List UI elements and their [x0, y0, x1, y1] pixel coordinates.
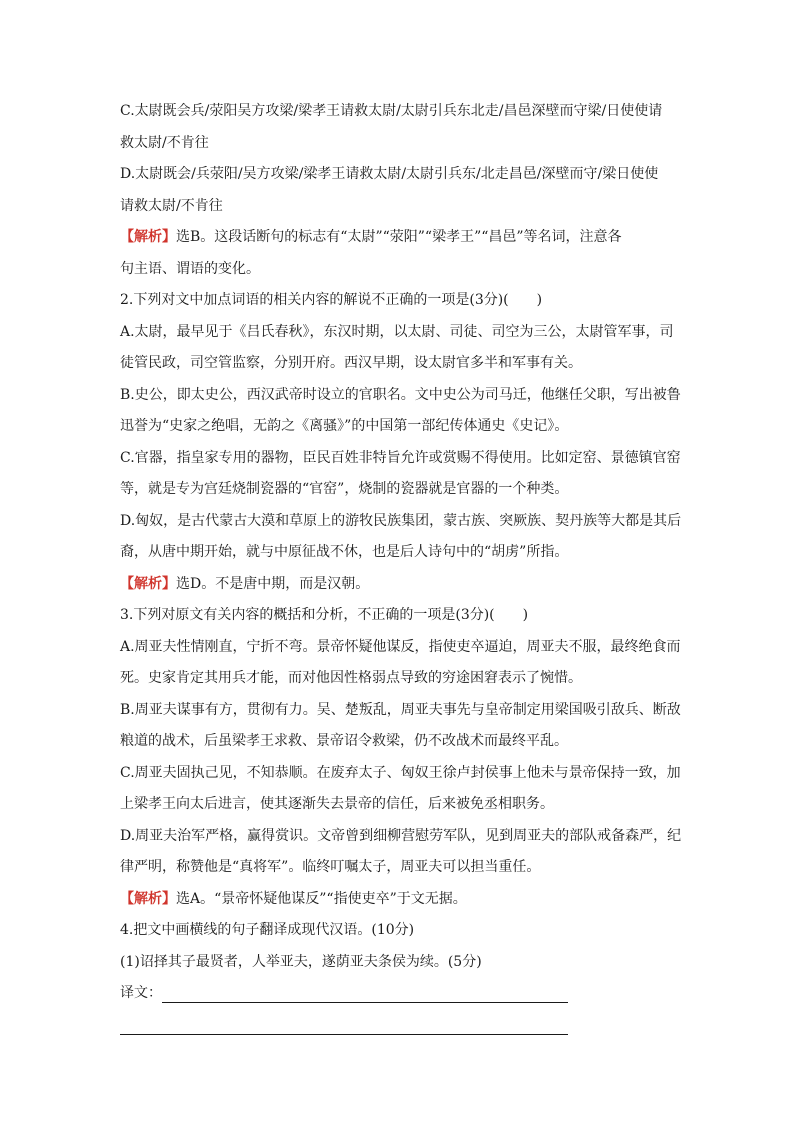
analysis-1 [120, 222, 680, 254]
analysis-1-continued: 句主语、谓语的变化。 [120, 260, 260, 277]
question-2-option-b-line-2: 迅誉为“史家之绝唱，无韵之《离骚》”的中国第一部纪传体通史《史记》。 [120, 418, 569, 434]
question-2-option-d-line-1: D.匈奴，是古代蒙古大漠和草原上的游牧民族集团，蒙古族、突厥族、契丹族等大都是其后 [120, 512, 682, 529]
analysis-text: 选A。“景帝怀疑他谋反”“指使吏卒”于文无据。 [176, 890, 467, 907]
analysis-2 [120, 569, 680, 601]
analysis-text: 选B。这段话断句的标志有“太尉”“荥阳”“梁孝王”“昌邑”等名词，注意各 [176, 229, 622, 245]
question-3-option-b-line-2: 粮道的战术，后虽梁孝王求救、景帝诏令救梁，仍不改战术而最终平乱。 [120, 733, 568, 749]
question-2-option-b-line-1: B.史公，即太史公，西汉武帝时设立的官职名。文中史公为司马迁，他继任父职，写出被鲁 [120, 386, 681, 403]
analysis-tag: 【解析】 [120, 575, 176, 592]
question-3-option-d-line-1: D.周亚夫治军严格，赢得赏识。文帝曾到细柳营慰劳军队，见到周亚夫的部队戒备森严，纪 [120, 827, 682, 844]
option-d-line-1: D.太尉既会/兵荥阳/吴方攻梁/梁孝王请救太尉/太尉引兵东/北走昌邑/深壁而守/梁日使使 [120, 166, 659, 182]
answer-underline [120, 1034, 568, 1035]
option-d-line-2: 请救太尉/不肯往 [120, 197, 223, 214]
option-c-line-1: C.太尉既会兵/荥阳吴方攻梁/梁孝王请救太尉/太尉引兵东北走/昌邑深壁而守梁/日使使请 [120, 103, 663, 119]
question-3-option-a-line-1: A.周亚夫性情刚直，宁折不弯。景帝怀疑他谋反，指使吏卒逼迫，周亚夫不服，最终绝食而 [120, 638, 681, 655]
analysis-text: 选D。不是唐中期，而是汉朝。 [176, 575, 370, 592]
analysis-tag: 【解析】 [120, 890, 176, 907]
analysis-tag: 【解析】 [120, 229, 176, 245]
document-body [120, 96, 680, 1041]
question-3-option-d-line-2: 律严明，称赞他是“真将军”。临终叮嘱太子，周亚夫可以担当重任。 [120, 859, 541, 875]
answer-underline [162, 1002, 568, 1003]
question-2-option-c-line-1: C.官器，指皇家专用的器物，臣民百姓非特旨允许或赏赐不得使用。比如定窑、景德镇官窑 [120, 449, 681, 466]
question-2-option-a-line-2: 徒管民政，司空管监察，分别开府。西汉早期，设太尉官多半和军事有关。 [120, 355, 582, 371]
question-3-option-c-line-1: C.周亚夫固执己见，不知恭顺。在废弃太子、匈奴王徐卢封侯事上他未与景帝保持一致，加 [120, 764, 681, 781]
question-2-option-d-line-2: 裔，从唐中期开始，就与中原征战不休，也是后人诗句中的“胡虏”所指。 [120, 544, 569, 560]
question-2-option-c-line-2: 等，就是专为宫廷烧制瓷器的“官窑”，烧制的瓷器就是官器的一个种类。 [120, 481, 569, 497]
question-2-option-a-line-1: A.太尉，最早见于《吕氏春秋》，东汉时期，以太尉、司徒、司空为三公，太尉管军事，司 [120, 323, 674, 340]
question-2-stem: 2.下列对文中加点词语的相关内容的解说不正确的一项是(3分)( ) [120, 292, 543, 308]
question-4-sentence-1: (1)诏择其子最贤者，人举亚夫，遂荫亚夫条侯为续。(5分) [120, 953, 482, 970]
option-c-line-2: 救太尉/不肯往 [120, 134, 209, 151]
question-3-option-b-line-1: B.周亚夫谋事有方，贯彻有力。吴、楚叛乱，周亚夫事先与皇帝制定用梁国吸引敌兵、断敌 [120, 701, 681, 718]
translation-answer-row-1 [120, 978, 680, 1010]
translation-label: 译文： [120, 985, 162, 1001]
question-4-stem: 4.把文中画横线的句子翻译成现代汉语。(10分) [120, 922, 415, 938]
question-3-stem: 3.下列对原文有关内容的概括和分析，不正确的一项是(3分)( ) [120, 607, 529, 623]
question-3-option-a-line-2: 死。史家肯定其用兵才能，而对他因性格弱点导致的穷途困窘表示了惋惜。 [120, 670, 582, 686]
translation-answer-row-2 [120, 1010, 680, 1042]
analysis-3 [120, 884, 680, 916]
question-3-option-c-line-2: 上梁孝王向太后进言，使其逐渐失去景帝的信任，后来被免丞相职务。 [120, 796, 554, 812]
